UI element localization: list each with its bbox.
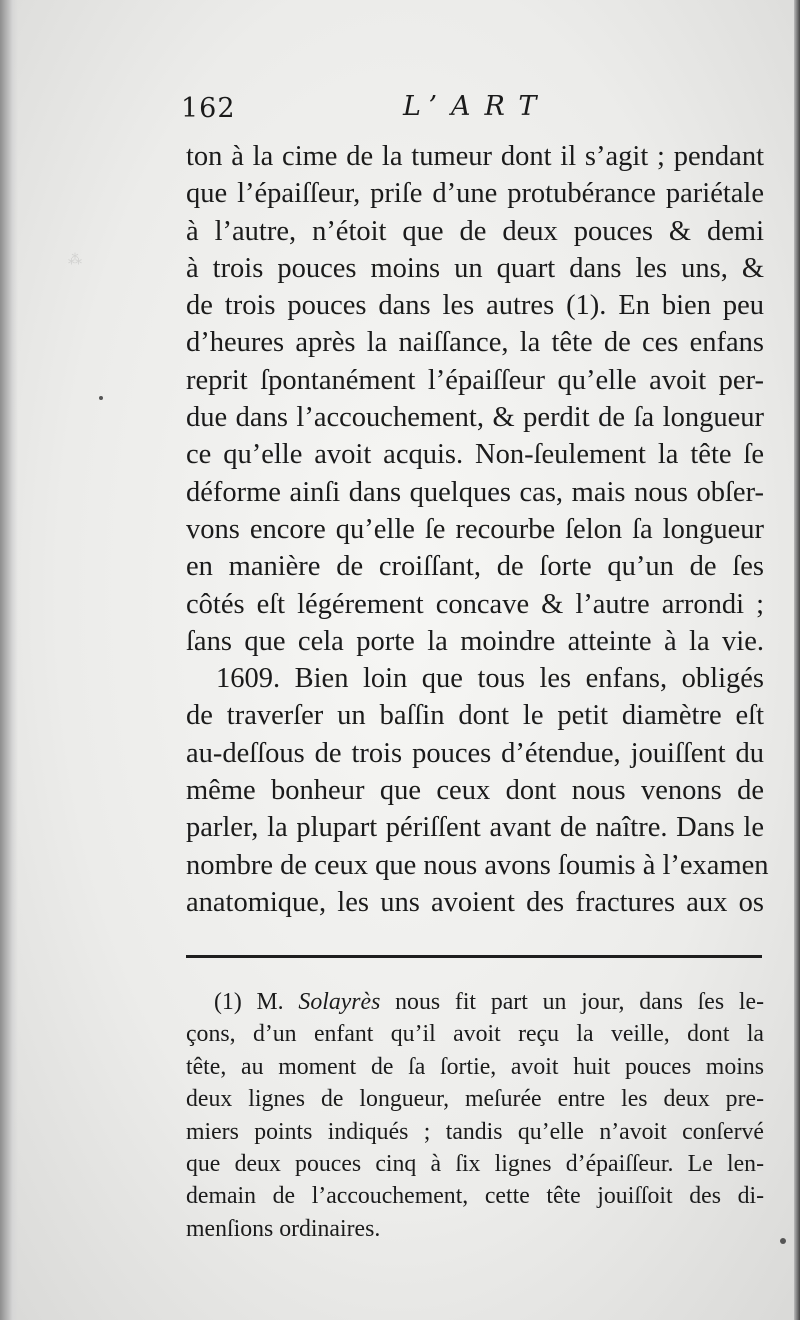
footnote-first-line-rest: nous fit part un jour, dans ſes le- bbox=[395, 989, 764, 1015]
text-line: en manière de croiſſant, de ſorte qu’un de ſes bbox=[186, 551, 764, 583]
text-line: à l’autre, n’étoit que de deux pouces & demi bbox=[186, 215, 764, 247]
footnote-line: çons, d’un enfant qu’il avoit reçu la veille, dont la bbox=[186, 1021, 764, 1048]
footnote-line: tête, au moment de ſa ſortie, avoit huit pouces moins bbox=[186, 1053, 764, 1080]
text-line: nombre de ceux que nous avons ſoumis à l’examen bbox=[186, 849, 769, 881]
footnote-line: miers points indiqués ; tandis qu’elle n’avoit conſervé bbox=[186, 1118, 764, 1145]
paragraph-start-line: 1609. Bien loin que tous les enfans, obligés bbox=[216, 663, 764, 695]
text-line: parler, la plupart périſſent avant de naître. Dans le bbox=[186, 812, 764, 844]
running-title: L’ART bbox=[403, 91, 551, 122]
footnote-line: menſions ordinaires. bbox=[186, 1215, 381, 1242]
text-line: même bonheur que ceux dont nous venons de bbox=[186, 775, 764, 807]
text-line: que l’épaiſſeur, priſe d’une protubérance pariétale bbox=[186, 178, 764, 210]
text-line: ce qu’elle avoit acquis. Non-ſeulement la tête ſe bbox=[186, 439, 764, 471]
footnote-rule bbox=[186, 955, 762, 958]
page-edge bbox=[794, 0, 800, 1320]
footnote-author: Solayrès bbox=[298, 989, 381, 1015]
text-line: due dans l’accouchement, & perdit de ſa longueur bbox=[186, 402, 764, 434]
footnote-line: que deux pouces cinq à ſix lignes d’épaiſſeur. Le len- bbox=[186, 1150, 764, 1177]
text-line: d’heures après la naiſſance, la tête de ces enfans bbox=[186, 327, 764, 359]
bleed-through-margin: ⁂ bbox=[68, 252, 82, 268]
main-text bbox=[186, 138, 769, 921]
footnote-line: demain de l’accouchement, cette tête jouiſſoit des di- bbox=[186, 1183, 764, 1210]
text-line: ton à la cime de la tumeur dont il s’agit ; pendant bbox=[186, 141, 764, 172]
text-line: vons encore qu’elle ſe recourbe ſelon ſa longueur bbox=[186, 513, 764, 545]
footnote-marker: (1) M. bbox=[214, 989, 284, 1015]
paper-speck bbox=[780, 1238, 786, 1244]
page-number: 162 bbox=[181, 93, 236, 124]
paper-speck bbox=[99, 396, 103, 400]
text-line: à trois pouces moins un quart dans les uns, & bbox=[186, 252, 764, 284]
text-line: côtés eſt légérement concave & l’autre arrondi ; bbox=[186, 588, 764, 620]
footnote bbox=[186, 986, 764, 1245]
page-header bbox=[181, 93, 771, 133]
text-line: reprit ſpontanément l’épaiſſeur qu’elle avoit per- bbox=[186, 364, 764, 396]
text-line: anatomique, les uns avoient des fractures aux os bbox=[186, 886, 764, 918]
footnote-first-line bbox=[186, 986, 764, 1018]
text-line: de trois pouces dans les autres (1). En bien peu bbox=[186, 290, 764, 322]
text-line: ſans que cela porte la moindre atteinte à la vie. bbox=[186, 625, 764, 657]
text-line: au-deſſous de trois pouces d’étendue, jouiſſent du bbox=[186, 737, 764, 769]
text-line: de traverſer un baſſin dont le petit diamètre eſt bbox=[186, 700, 764, 732]
footnote-line: deux lignes de longueur, meſurée entre les deux pre- bbox=[186, 1086, 764, 1113]
binding-shadow bbox=[0, 0, 18, 1320]
text-line: déforme ainſi dans quelques cas, mais nous obſer- bbox=[186, 476, 764, 508]
